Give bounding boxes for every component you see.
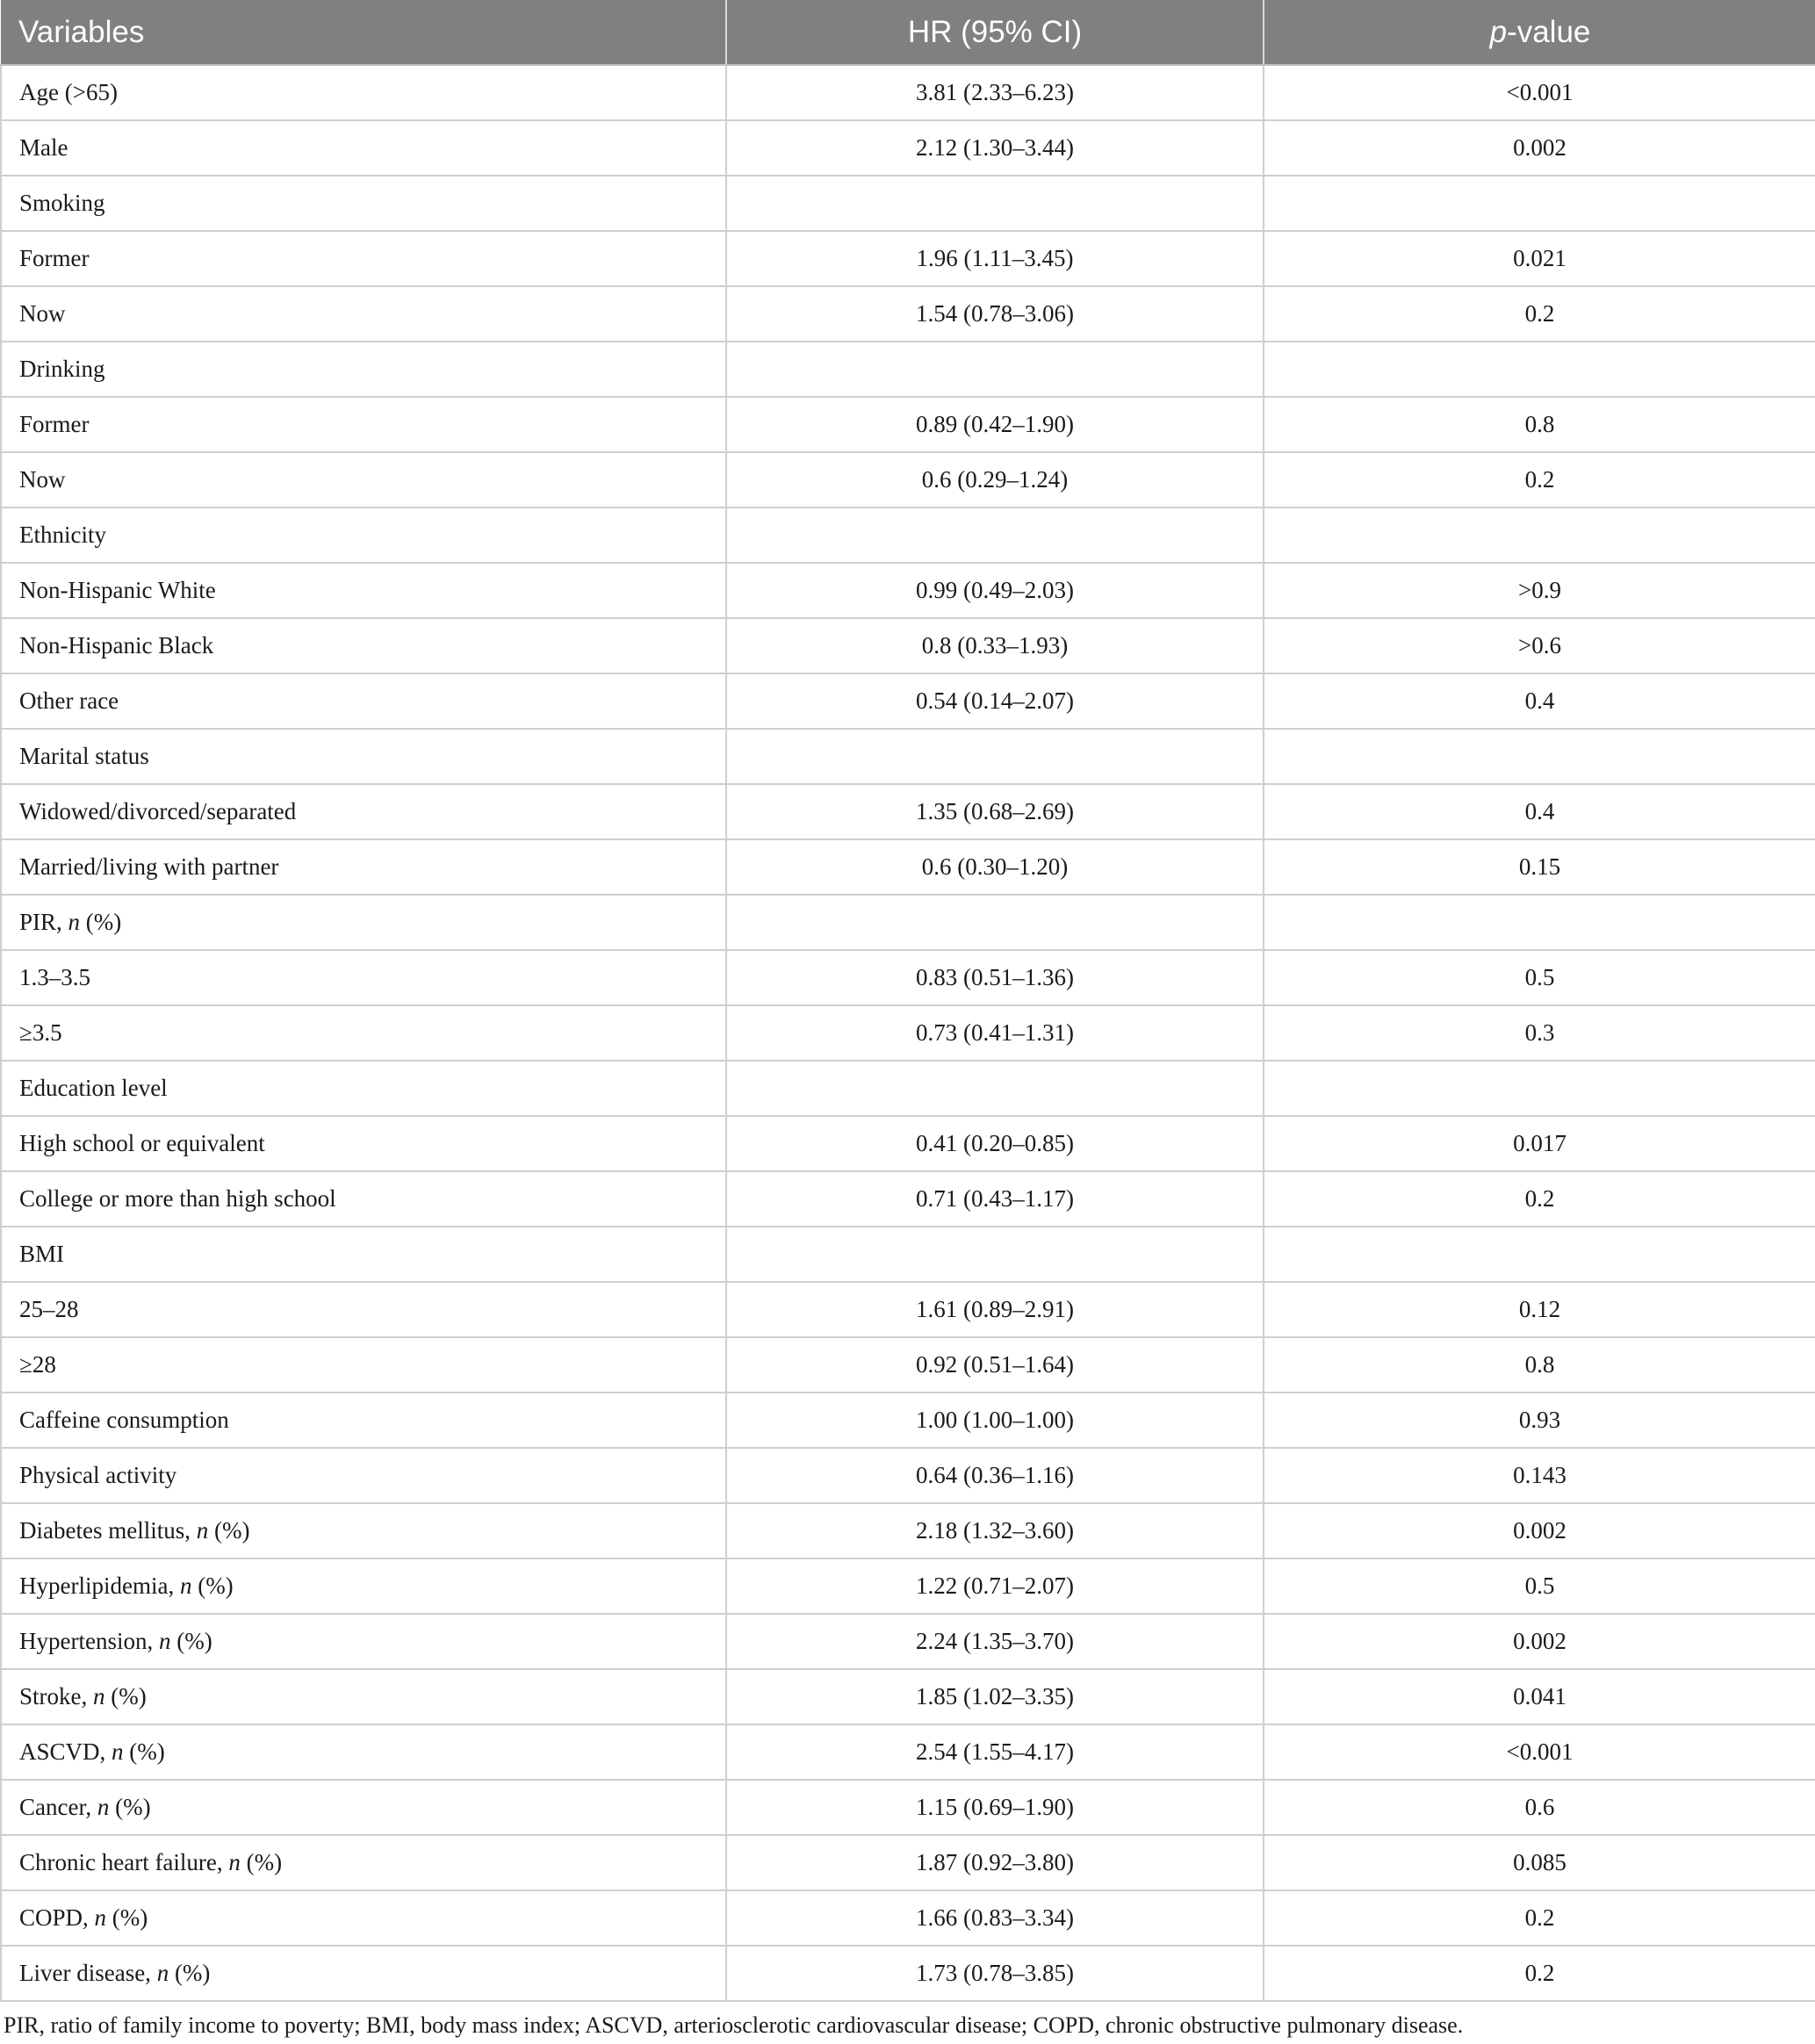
- header-hr: HR (95% CI): [726, 0, 1264, 65]
- cell-hr: 0.6 (0.30–1.20): [726, 839, 1264, 895]
- variable-label: PIR,: [19, 909, 68, 935]
- variable-label: Age (>65): [19, 79, 118, 105]
- cell-pvalue: 0.002: [1264, 120, 1815, 176]
- table-row: [1, 342, 1815, 397]
- cell-variable: [1, 1946, 726, 2001]
- cell-variable: [1, 1503, 726, 1558]
- cell-variable: [1, 1337, 726, 1393]
- cell-hr: 1.35 (0.68–2.69): [726, 784, 1264, 839]
- table-body: [1, 65, 1815, 2001]
- table-row: [1, 1835, 1815, 1890]
- variable-label: Education level: [19, 1075, 168, 1101]
- variable-label-italic: n: [228, 1849, 241, 1875]
- variable-label: Other race: [19, 687, 119, 714]
- cell-variable: [1, 1282, 726, 1337]
- variable-label: ASCVD,: [19, 1738, 112, 1765]
- cell-pvalue: 0.5: [1264, 1558, 1815, 1614]
- cell-variable: [1, 1171, 726, 1227]
- cell-pvalue: 0.4: [1264, 784, 1815, 839]
- variable-label: Chronic heart failure,: [19, 1849, 229, 1875]
- cell-pvalue: 0.021: [1264, 231, 1815, 286]
- cell-variable: [1, 507, 726, 563]
- cell-variable: [1, 176, 726, 231]
- table-row: [1, 950, 1815, 1005]
- cell-variable: [1, 120, 726, 176]
- table-row: [1, 397, 1815, 452]
- variable-label-italic: n: [196, 1517, 209, 1544]
- table-row: [1, 1227, 1815, 1282]
- cell-pvalue: 0.143: [1264, 1448, 1815, 1503]
- variable-label-italic: n: [158, 1628, 171, 1654]
- cell-variable: [1, 618, 726, 673]
- cell-hr: 2.24 (1.35–3.70): [726, 1614, 1264, 1669]
- cell-pvalue: [1264, 1061, 1815, 1116]
- cell-pvalue: 0.2: [1264, 1171, 1815, 1227]
- variable-label: Diabetes mellitus,: [19, 1517, 197, 1544]
- cell-hr: [726, 729, 1264, 784]
- cell-hr: 1.85 (1.02–3.35): [726, 1669, 1264, 1724]
- cell-hr: 1.66 (0.83–3.34): [726, 1890, 1264, 1946]
- cell-pvalue: 0.3: [1264, 1005, 1815, 1061]
- variable-label-suffix: (%): [169, 1960, 211, 1986]
- cell-pvalue: <0.001: [1264, 1724, 1815, 1780]
- cell-hr: 1.15 (0.69–1.90): [726, 1780, 1264, 1835]
- cell-variable: [1, 1061, 726, 1116]
- variable-label: Drinking: [19, 356, 105, 382]
- cell-hr: 0.71 (0.43–1.17): [726, 1171, 1264, 1227]
- cell-pvalue: 0.002: [1264, 1503, 1815, 1558]
- cell-variable: [1, 1614, 726, 1669]
- cell-pvalue: 0.041: [1264, 1669, 1815, 1724]
- table-row: [1, 618, 1815, 673]
- variable-label-italic: n: [112, 1738, 124, 1765]
- table-row: [1, 729, 1815, 784]
- variable-label: ≥28: [19, 1351, 56, 1378]
- variable-label-suffix: (%): [109, 1794, 151, 1820]
- cell-pvalue: 0.017: [1264, 1116, 1815, 1171]
- cell-variable: [1, 1835, 726, 1890]
- variable-label: 25–28: [19, 1296, 79, 1322]
- variable-label: ≥3.5: [19, 1019, 62, 1046]
- variable-label-suffix: (%): [191, 1573, 234, 1599]
- header-variables: Variables: [1, 0, 726, 65]
- cell-hr: 0.8 (0.33–1.93): [726, 618, 1264, 673]
- cell-hr: [726, 176, 1264, 231]
- cell-hr: 1.96 (1.11–3.45): [726, 231, 1264, 286]
- variable-label-italic: n: [156, 1960, 169, 1986]
- variable-label: COPD,: [19, 1904, 95, 1931]
- cell-pvalue: 0.15: [1264, 839, 1815, 895]
- cell-variable: [1, 729, 726, 784]
- cell-pvalue: >0.9: [1264, 563, 1815, 618]
- table-row: [1, 1171, 1815, 1227]
- table-row: [1, 1005, 1815, 1061]
- table-row: [1, 839, 1815, 895]
- variable-label-suffix: (%): [104, 1683, 147, 1709]
- variable-label: Married/living with partner: [19, 853, 279, 880]
- cell-hr: 0.83 (0.51–1.36): [726, 950, 1264, 1005]
- table-row: [1, 1061, 1815, 1116]
- table-row: [1, 231, 1815, 286]
- variable-label: Caffeine consumption: [19, 1407, 229, 1433]
- header-pvalue: [1264, 0, 1815, 65]
- table-row: [1, 1558, 1815, 1614]
- variable-label-italic: n: [68, 909, 81, 935]
- header-pvalue-suffix: -value: [1507, 14, 1591, 49]
- cell-hr: 3.81 (2.33–6.23): [726, 65, 1264, 120]
- cell-hr: 2.12 (1.30–3.44): [726, 120, 1264, 176]
- variable-label-italic: n: [94, 1904, 107, 1931]
- variable-label: Hyperlipidemia,: [19, 1573, 180, 1599]
- table-row: [1, 1393, 1815, 1448]
- cell-pvalue: [1264, 507, 1815, 563]
- cell-pvalue: >0.6: [1264, 618, 1815, 673]
- table-row: [1, 1780, 1815, 1835]
- table-row: [1, 1890, 1815, 1946]
- cell-hr: 2.54 (1.55–4.17): [726, 1724, 1264, 1780]
- cell-variable: [1, 1890, 726, 1946]
- table-row: [1, 1448, 1815, 1503]
- cell-pvalue: [1264, 729, 1815, 784]
- table-row: [1, 120, 1815, 176]
- cell-pvalue: [1264, 342, 1815, 397]
- cell-hr: [726, 342, 1264, 397]
- cell-pvalue: 0.6: [1264, 1780, 1815, 1835]
- variable-label-suffix: (%): [208, 1517, 250, 1544]
- cell-pvalue: 0.2: [1264, 286, 1815, 342]
- table-row: [1, 673, 1815, 729]
- table-row: [1, 1669, 1815, 1724]
- variable-label-italic: n: [93, 1683, 105, 1709]
- cell-variable: [1, 950, 726, 1005]
- table-row: [1, 507, 1815, 563]
- cell-pvalue: <0.001: [1264, 65, 1815, 120]
- variable-label: 1.3–3.5: [19, 964, 90, 990]
- variable-label: Non-Hispanic White: [19, 577, 216, 603]
- variable-label: BMI: [19, 1241, 65, 1267]
- variable-label: College or more than high school: [19, 1185, 336, 1212]
- cell-hr: 0.54 (0.14–2.07): [726, 673, 1264, 729]
- variable-label: Widowed/divorced/separated: [19, 798, 297, 824]
- cell-hr: 2.18 (1.32–3.60): [726, 1503, 1264, 1558]
- cell-variable: [1, 1116, 726, 1171]
- table-header: [1, 0, 1815, 65]
- header-pvalue-p: p: [1489, 14, 1508, 49]
- cell-pvalue: 0.4: [1264, 673, 1815, 729]
- cell-pvalue: 0.8: [1264, 1337, 1815, 1393]
- table-row: [1, 895, 1815, 950]
- variable-label-suffix: (%): [170, 1628, 212, 1654]
- variable-label: Ethnicity: [19, 522, 106, 548]
- cell-hr: 0.41 (0.20–0.85): [726, 1116, 1264, 1171]
- cell-variable: [1, 286, 726, 342]
- cell-variable: [1, 452, 726, 507]
- variable-label-italic: n: [97, 1794, 110, 1820]
- cell-variable: [1, 397, 726, 452]
- cell-pvalue: 0.2: [1264, 452, 1815, 507]
- cell-variable: [1, 1448, 726, 1503]
- table-row: [1, 286, 1815, 342]
- cell-hr: 1.73 (0.78–3.85): [726, 1946, 1264, 2001]
- cell-variable: [1, 839, 726, 895]
- cell-hr: [726, 507, 1264, 563]
- variable-label: Smoking: [19, 190, 105, 216]
- cell-variable: [1, 895, 726, 950]
- variable-label: Former: [19, 245, 90, 271]
- table-row: [1, 452, 1815, 507]
- cell-variable: [1, 1724, 726, 1780]
- cell-variable: [1, 1005, 726, 1061]
- variable-label: Male: [19, 134, 68, 161]
- variable-label: Hypertension,: [19, 1628, 159, 1654]
- cell-pvalue: 0.93: [1264, 1393, 1815, 1448]
- variable-label-suffix: (%): [240, 1849, 283, 1875]
- variable-label: Liver disease,: [19, 1960, 157, 1986]
- variable-label-suffix: (%): [106, 1904, 148, 1931]
- cell-variable: [1, 563, 726, 618]
- variable-label-italic: n: [179, 1573, 192, 1599]
- cell-hr: 1.87 (0.92–3.80): [726, 1835, 1264, 1890]
- cell-hr: 0.99 (0.49–2.03): [726, 563, 1264, 618]
- cell-pvalue: [1264, 176, 1815, 231]
- variable-label: Now: [19, 466, 66, 493]
- cell-hr: [726, 1227, 1264, 1282]
- cell-hr: [726, 895, 1264, 950]
- cell-hr: 1.22 (0.71–2.07): [726, 1558, 1264, 1614]
- cell-pvalue: [1264, 1227, 1815, 1282]
- table-row: [1, 1614, 1815, 1669]
- table-row: [1, 784, 1815, 839]
- table-row: [1, 1503, 1815, 1558]
- table-row: [1, 1337, 1815, 1393]
- cell-hr: 1.00 (1.00–1.00): [726, 1393, 1264, 1448]
- cell-variable: [1, 1780, 726, 1835]
- cell-hr: 0.64 (0.36–1.16): [726, 1448, 1264, 1503]
- variable-label: Stroke,: [19, 1683, 93, 1709]
- cell-pvalue: [1264, 895, 1815, 950]
- cell-pvalue: 0.2: [1264, 1890, 1815, 1946]
- variable-label: High school or equivalent: [19, 1130, 265, 1156]
- variable-label-suffix: (%): [80, 909, 122, 935]
- cell-variable: [1, 673, 726, 729]
- header-row: [1, 0, 1815, 65]
- cell-hr: 1.54 (0.78–3.06): [726, 286, 1264, 342]
- cell-variable: [1, 1669, 726, 1724]
- table-row: [1, 176, 1815, 231]
- table-row: [1, 1946, 1815, 2001]
- variable-label: Now: [19, 300, 66, 327]
- cell-pvalue: 0.5: [1264, 950, 1815, 1005]
- cell-pvalue: 0.12: [1264, 1282, 1815, 1337]
- cell-hr: 0.6 (0.29–1.24): [726, 452, 1264, 507]
- cell-variable: [1, 231, 726, 286]
- cell-variable: [1, 342, 726, 397]
- variable-label: Cancer,: [19, 1794, 97, 1820]
- cell-pvalue: 0.8: [1264, 397, 1815, 452]
- cell-hr: 1.61 (0.89–2.91): [726, 1282, 1264, 1337]
- cell-pvalue: 0.002: [1264, 1614, 1815, 1669]
- table-row: [1, 1116, 1815, 1171]
- variable-label: Physical activity: [19, 1462, 177, 1488]
- cell-hr: 0.92 (0.51–1.64): [726, 1337, 1264, 1393]
- table-row: [1, 65, 1815, 120]
- cell-hr: 0.89 (0.42–1.90): [726, 397, 1264, 452]
- variable-label: Non-Hispanic Black: [19, 632, 214, 659]
- table-row: [1, 563, 1815, 618]
- variable-label-suffix: (%): [123, 1738, 165, 1765]
- cell-hr: [726, 1061, 1264, 1116]
- variable-label: Former: [19, 411, 90, 437]
- cell-variable: [1, 1393, 726, 1448]
- cell-variable: [1, 1558, 726, 1614]
- cell-variable: [1, 65, 726, 120]
- table-row: [1, 1724, 1815, 1780]
- cell-pvalue: 0.085: [1264, 1835, 1815, 1890]
- cell-hr: 0.73 (0.41–1.31): [726, 1005, 1264, 1061]
- table-row: [1, 1282, 1815, 1337]
- cell-pvalue: 0.2: [1264, 1946, 1815, 2001]
- table-footnote: PIR, ratio of family income to poverty; BMI, body mass index; ASCVD, arteriosclerotic cardiovascular disease; COPD, chronic obstructive pulmonary disease.: [4, 2012, 1464, 2038]
- cell-variable: [1, 784, 726, 839]
- variable-label: Marital status: [19, 743, 149, 769]
- cell-variable: [1, 1227, 726, 1282]
